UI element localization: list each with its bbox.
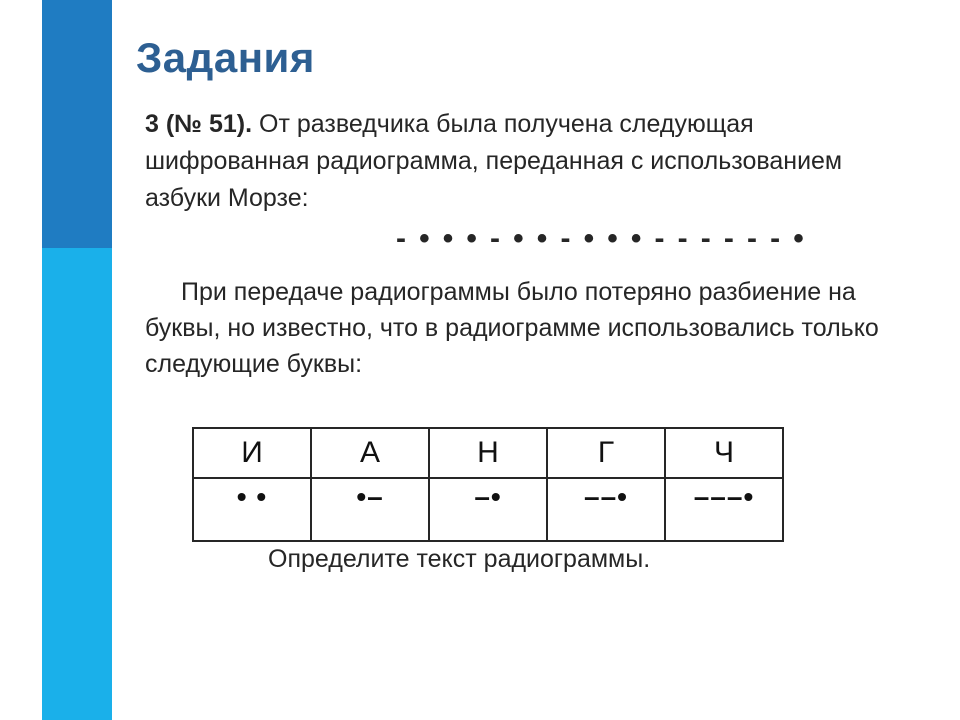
question-text: Определите текст радиограммы. — [268, 545, 651, 573]
task-number: 3 (№ 51). — [145, 110, 253, 138]
code-cell: ––• — [547, 478, 665, 541]
letter-cell: Н — [429, 428, 547, 478]
letter-cell: Ч — [665, 428, 783, 478]
codes-row — [193, 478, 783, 541]
task-description: От разведчика была получена следующая шифрованная радиограмма, переданная с использованием азбуки Морзе: — [145, 110, 843, 212]
slide-title: Задания — [136, 34, 315, 81]
morse-message: - • • • - • • - • • • - - - - - - • — [396, 222, 807, 255]
code-cell: –––• — [665, 478, 783, 541]
code-cell: –• — [429, 478, 547, 541]
paragraph-text: При передаче радиограммы было потеряно разбиение на буквы, но известно, что в радиограмме использовались только следующие буквы: — [145, 278, 879, 378]
morse-table — [192, 427, 784, 542]
letters-row — [193, 428, 783, 478]
letter-cell: И — [193, 428, 311, 478]
letter-cell: А — [311, 428, 429, 478]
side-bar-dark — [42, 0, 112, 248]
paragraph — [145, 274, 905, 382]
side-bar-light — [42, 248, 112, 720]
letter-cell: Г — [547, 428, 665, 478]
code-cell: • • — [193, 478, 311, 541]
task-text — [145, 106, 885, 217]
code-cell: •– — [311, 478, 429, 541]
